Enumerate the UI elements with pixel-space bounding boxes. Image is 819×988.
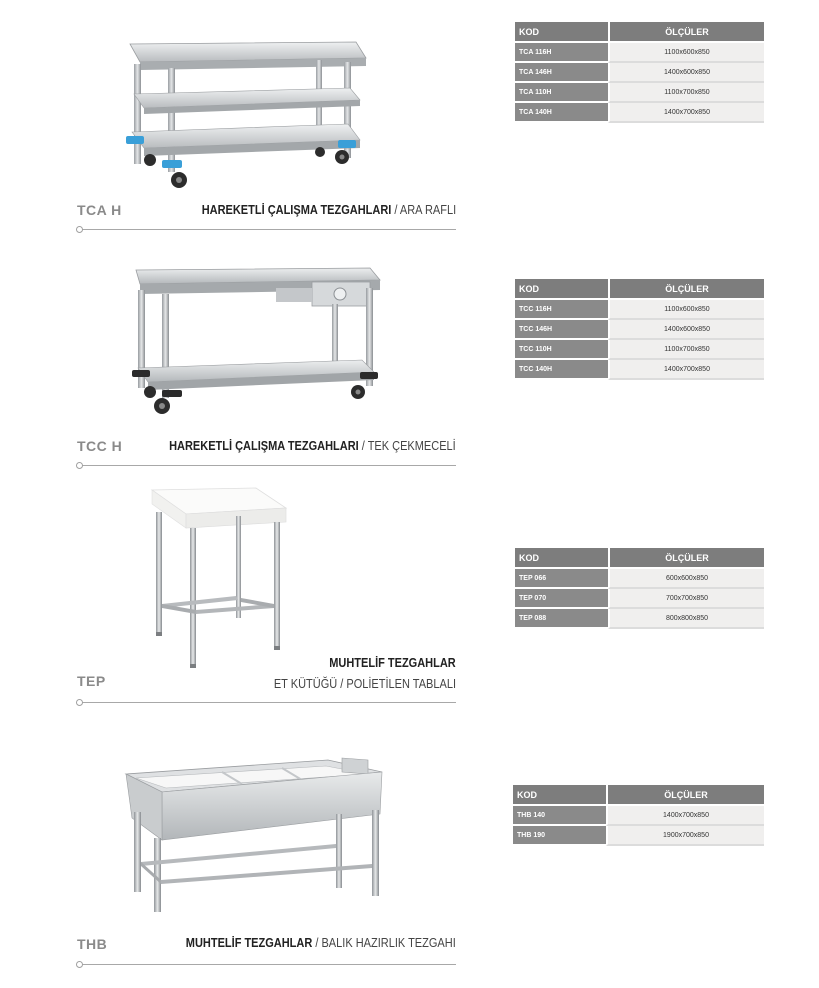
header-dims: ÖLÇÜLER	[608, 22, 764, 43]
title-bold: HAREKETLİ ÇALIŞMA TEZGAHLARI	[201, 203, 392, 217]
row-dims: 1100x600x850	[608, 43, 764, 63]
table-row	[515, 63, 764, 83]
table-row	[513, 826, 764, 846]
row-code: TCC 146H	[515, 320, 608, 340]
table-row	[515, 83, 764, 103]
title-separator: /	[312, 936, 322, 950]
divider-dot	[76, 961, 83, 968]
row-dims: 1100x600x850	[608, 300, 764, 320]
table-header-row	[515, 22, 764, 43]
header-code: KOD	[515, 279, 608, 300]
row-code: THB 190	[513, 826, 606, 846]
row-code: TEP 070	[515, 589, 608, 609]
product-title	[330, 656, 456, 670]
product-code: TCC H	[77, 438, 123, 454]
row-dims: 1100x700x850	[608, 340, 764, 360]
table-row	[515, 589, 764, 609]
product-photo-tep	[146, 486, 292, 670]
row-dims: 1400x600x850	[608, 63, 764, 83]
header-dims: ÖLÇÜLER	[608, 548, 764, 569]
table-header-row	[515, 279, 764, 300]
row-dims: 1400x700x850	[608, 103, 764, 123]
table-row	[515, 103, 764, 123]
table-row	[515, 300, 764, 320]
row-dims: 800x800x850	[608, 609, 764, 629]
product-title	[169, 439, 456, 453]
row-code: TEP 066	[515, 569, 608, 589]
title-bold: MUHTELİF TEZGAHLAR	[186, 936, 313, 950]
table-header-row	[515, 548, 764, 569]
table-row	[515, 340, 764, 360]
divider-line	[80, 964, 456, 965]
spec-table-tcc-h	[515, 279, 764, 380]
header-dims: ÖLÇÜLER	[608, 279, 764, 300]
title-bold: HAREKETLİ ÇALIŞMA TEZGAHLARI	[169, 439, 359, 453]
divider-line	[80, 465, 456, 466]
divider-dot	[76, 462, 83, 469]
divider-line	[80, 229, 456, 230]
row-code: TCC 140H	[515, 360, 608, 380]
row-code: TCA 110H	[515, 83, 608, 103]
title-subtitle: ARA RAFLI	[399, 203, 456, 217]
product-code: THB	[77, 936, 108, 952]
table-header-row	[513, 785, 764, 806]
table-row	[515, 569, 764, 589]
title-bold: MUHTELİF TEZGAHLAR	[329, 656, 456, 670]
product-photo-tca-h	[120, 36, 370, 192]
spec-table-tca-h	[515, 22, 764, 123]
spec-table-thb	[513, 785, 764, 846]
product-photo-thb	[122, 752, 388, 914]
table-row	[515, 320, 764, 340]
table-row	[515, 43, 764, 63]
spec-table-tep	[515, 548, 764, 629]
row-dims: 1900x700x850	[606, 826, 764, 846]
divider-dot	[76, 226, 83, 233]
divider-line	[80, 702, 456, 703]
product-title	[202, 203, 456, 217]
header-code: KOD	[513, 785, 606, 806]
product-photo-tcc-h	[126, 264, 386, 416]
product-code: TCA H	[77, 202, 122, 218]
row-code: THB 140	[513, 806, 606, 826]
table-row	[515, 609, 764, 629]
title-subtitle: ET KÜTÜĞÜ / POLİETİLEN TABLALI	[273, 677, 456, 691]
row-code: TEP 088	[515, 609, 608, 629]
title-subtitle: BALIK HAZIRLIK TEZGAHI	[321, 936, 456, 950]
table-row	[513, 806, 764, 826]
row-code: TCA 140H	[515, 103, 608, 123]
row-code: TCC 116H	[515, 300, 608, 320]
table-row	[515, 360, 764, 380]
row-dims: 1400x600x850	[608, 320, 764, 340]
product-title	[186, 936, 456, 950]
row-dims: 700x700x850	[608, 589, 764, 609]
title-separator: /	[358, 439, 368, 453]
product-code: TEP	[77, 673, 106, 689]
header-dims: ÖLÇÜLER	[606, 785, 764, 806]
row-dims: 1400x700x850	[606, 806, 764, 826]
header-code: KOD	[515, 22, 608, 43]
row-dims: 600x600x850	[608, 569, 764, 589]
row-dims: 1100x700x850	[608, 83, 764, 103]
row-code: TCC 110H	[515, 340, 608, 360]
header-code: KOD	[515, 548, 608, 569]
row-code: TCA 116H	[515, 43, 608, 63]
product-subtitle	[274, 677, 456, 691]
row-dims: 1400x700x850	[608, 360, 764, 380]
title-separator: /	[391, 203, 400, 217]
divider-dot	[76, 699, 83, 706]
title-subtitle: TEK ÇEKMECELİ	[367, 439, 456, 453]
row-code: TCA 146H	[515, 63, 608, 83]
